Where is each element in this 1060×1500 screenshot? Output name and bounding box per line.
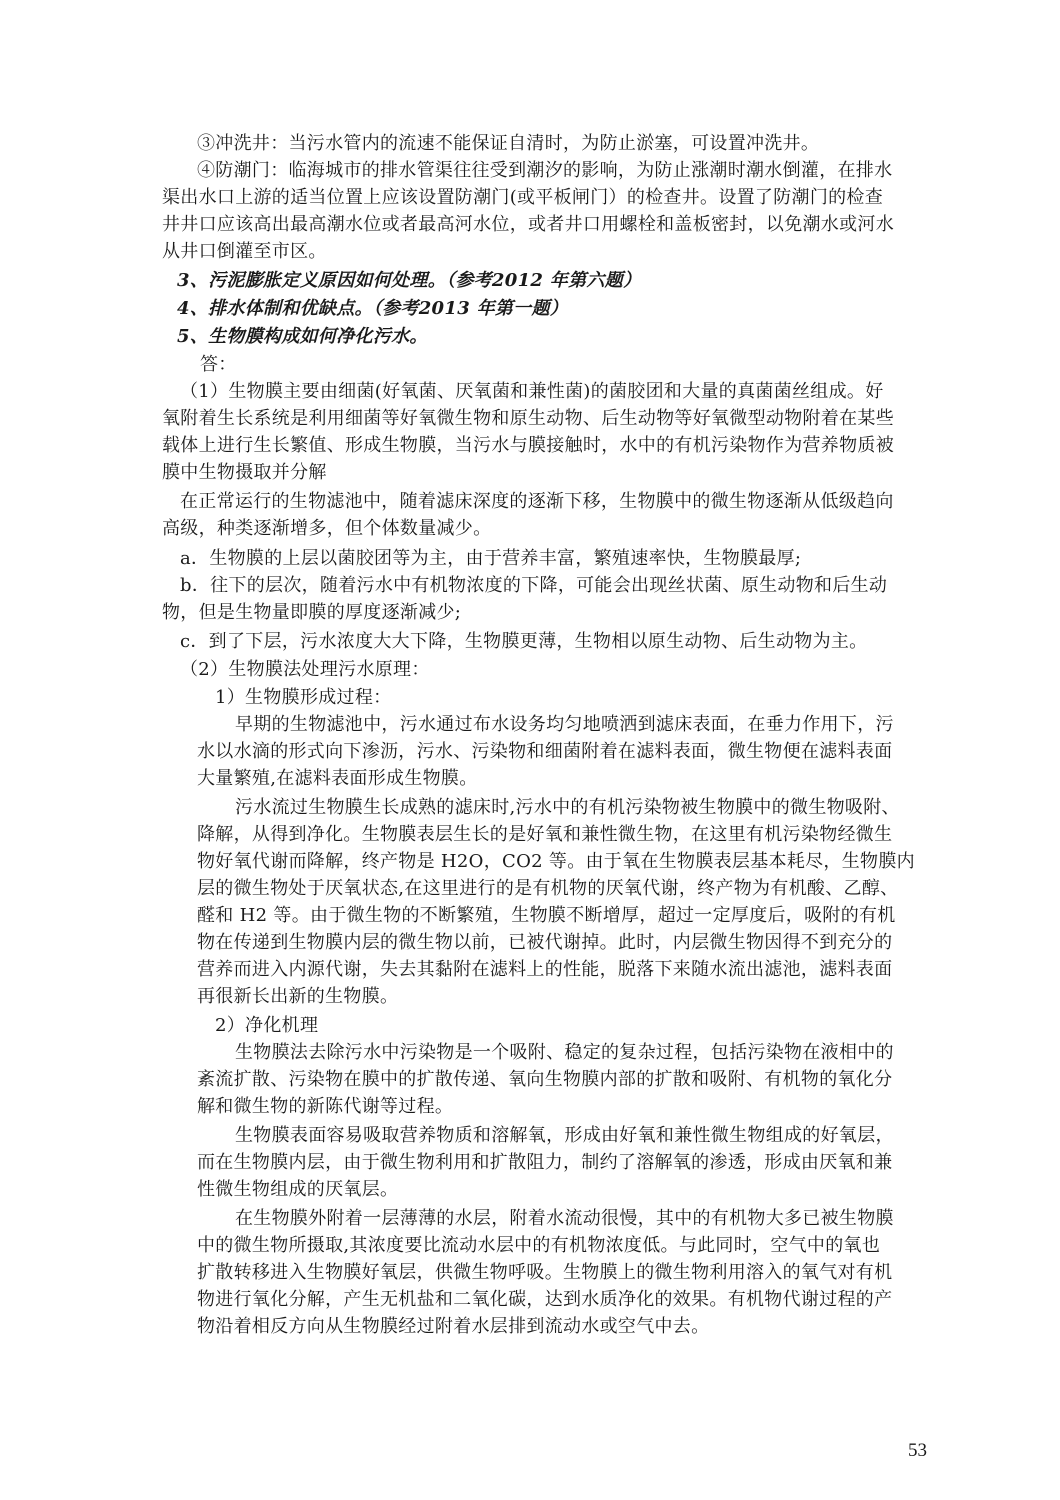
text-line-4: 井井口应该高出最高潮水位或者最高河水位，或者井口用螺栓和盖板密封，以免潮水或河水 (162, 214, 894, 235)
text-line-33: 2）净化机理 (215, 1015, 319, 1036)
text-line-36: 解和微生物的新陈代谢等过程。 (197, 1096, 454, 1117)
text-line-31: 营养而进入内源代谢，失去其黏附在滤料上的性能，脱落下来随水流出滤池，滤料表面 (197, 959, 893, 980)
text-line-21: 1）生物膜形成过程： (215, 687, 392, 708)
text-line-5: 从井口倒灌至市区。 (162, 241, 327, 262)
text-line-44: 物沿着相反方向从生物膜经过附着水层排到流动水或空气中去。 (197, 1316, 710, 1337)
text-line-35: 紊流扩散、污染物在膜中的扩散传递、氧向生物膜内部的扩散和吸附、有机物的氧化分 (197, 1069, 893, 1090)
text-line-11: 氧附着生长系统是利用细菌等好氧微生物和原生动物、后生动物等好氧微型动物附着在某些 (162, 408, 894, 429)
text-line-15: 高级，种类逐渐增多，但个体数量减少。 (162, 518, 492, 539)
answer-label: 答： (200, 354, 237, 375)
text-line-1: ③冲洗井：当污水管内的流速不能保证自清时，为防止淤塞，可设置冲洗井。 (197, 133, 820, 154)
text-line-10: （1）生物膜主要由细菌(好氧菌、厌氧菌和兼性菌)的菌胶团和大量的真菌菌丝组成。好 (180, 381, 884, 402)
text-line-13: 膜中生物摄取并分解 (162, 462, 327, 483)
text-line-29: 醛和 H2 等。由于微生物的不断繁殖，生物膜不断增厚，超过一定厚度后，吸附的有机 (197, 905, 896, 926)
text-line-16: a．生物膜的上层以菌胶团等为主，由于营养丰富，繁殖速率快，生物膜最厚; (180, 548, 802, 569)
section-heading-3: 3、污泥膨胀定义原因如何处理。（参考2012 年第六题） (177, 270, 642, 291)
text-line-40: 在生物膜外附着一层薄薄的水层，附着水流动很慢，其中的有机物大多已被生物膜 (235, 1208, 894, 1229)
text-line-42: 扩散转移进入生物膜好氧层，供微生物呼吸。生物膜上的微生物利用溶入的氧气对有机 (197, 1262, 893, 1283)
text-line-28: 层的微生物处于厌氧状态,在这里进行的是有机物的厌氧代谢，终产物为有机酸、乙醇、 (197, 878, 899, 899)
section-heading-4: 4、排水体制和优缺点。（参考2013 年第一题） (177, 298, 569, 319)
text-line-30: 物在传递到生物膜内层的微生物以前，已被代谢掉。此时，内层微生物因得不到充分的 (197, 932, 893, 953)
text-line-27: 物好氧代谢而降解，终产物是 H2O，CO2 等。由于氧在生物膜表层基本耗尽，生物膜内 (197, 851, 915, 872)
text-line-14: 在正常运行的生物滤池中，随着滤床深度的逐渐下移，生物膜中的微生物逐渐从低级趋向 (180, 491, 894, 512)
text-line-25: 污水流过生物膜生长成熟的滤床时,污水中的有机污染物被生物膜中的微生物吸附、 (235, 797, 900, 818)
text-line-17: b．往下的层次，随着污水中有机物浓度的下降，可能会出现丝状菌、原生动物和后生动 (180, 575, 888, 596)
text-line-2: ④防潮门：临海城市的排水管渠往往受到潮汐的影响，为防止涨潮时潮水倒灌，在排水 (197, 160, 893, 181)
text-line-22: 早期的生物滤池中，污水通过布水设务均匀地喷洒到滤床表面，在垂力作用下，污 (235, 714, 894, 735)
text-line-20: （2）生物膜法处理污水原理： (180, 659, 430, 680)
page-number: 53 (908, 1440, 927, 1461)
text-line-19: c．到了下层，污水浓度大大下降，生物膜更薄，生物相以原生动物、后生动物为主。 (180, 631, 868, 652)
text-line-34: 生物膜法去除污水中污染物是一个吸附、稳定的复杂过程，包括污染物在液相中的 (235, 1042, 894, 1063)
text-line-26: 降解，从得到净化。生物膜表层生长的是好氧和兼性微生物，在这里有机污染物经微生 (197, 824, 893, 845)
text-line-41: 中的微生物所摄取,其浓度要比流动水层中的有机物浓度低。与此同时，空气中的氧也 (197, 1235, 881, 1256)
text-line-18: 物，但是生物量即膜的厚度逐渐减少; (162, 602, 462, 623)
text-line-24: 大量繁殖,在滤料表面形成生物膜。 (197, 768, 478, 789)
text-line-3: 渠出水口上游的适当位置上应该设置防潮门(或平板闸门）的检查井。设置了防潮门的检查 (162, 187, 884, 208)
text-line-32: 再很新长出新的生物膜。 (197, 986, 399, 1007)
text-line-39: 性微生物组成的厌氧层。 (197, 1179, 399, 1200)
text-line-43: 物进行氧化分解，产生无机盐和二氧化碳，达到水质净化的效果。有机物代谢过程的产 (197, 1289, 893, 1310)
text-line-37: 生物膜表面容易吸取营养物质和溶解氧，形成由好氧和兼性微生物组成的好氧层， (235, 1125, 894, 1146)
text-line-38: 而在生物膜内层，由于微生物利用和扩散阻力，制约了溶解氧的渗透，形成由厌氧和兼 (197, 1152, 893, 1173)
section-heading-5: 5、生物膜构成如何净化污水。 (177, 326, 428, 347)
text-line-12: 载体上进行生长繁值、形成生物膜，当污水与膜接触时，水中的有机污染物作为营养物质被 (162, 435, 894, 456)
text-line-23: 水以水滴的形式向下渗沥，污水、污染物和细菌附着在滤料表面，微生物便在滤料表面 (197, 741, 893, 762)
